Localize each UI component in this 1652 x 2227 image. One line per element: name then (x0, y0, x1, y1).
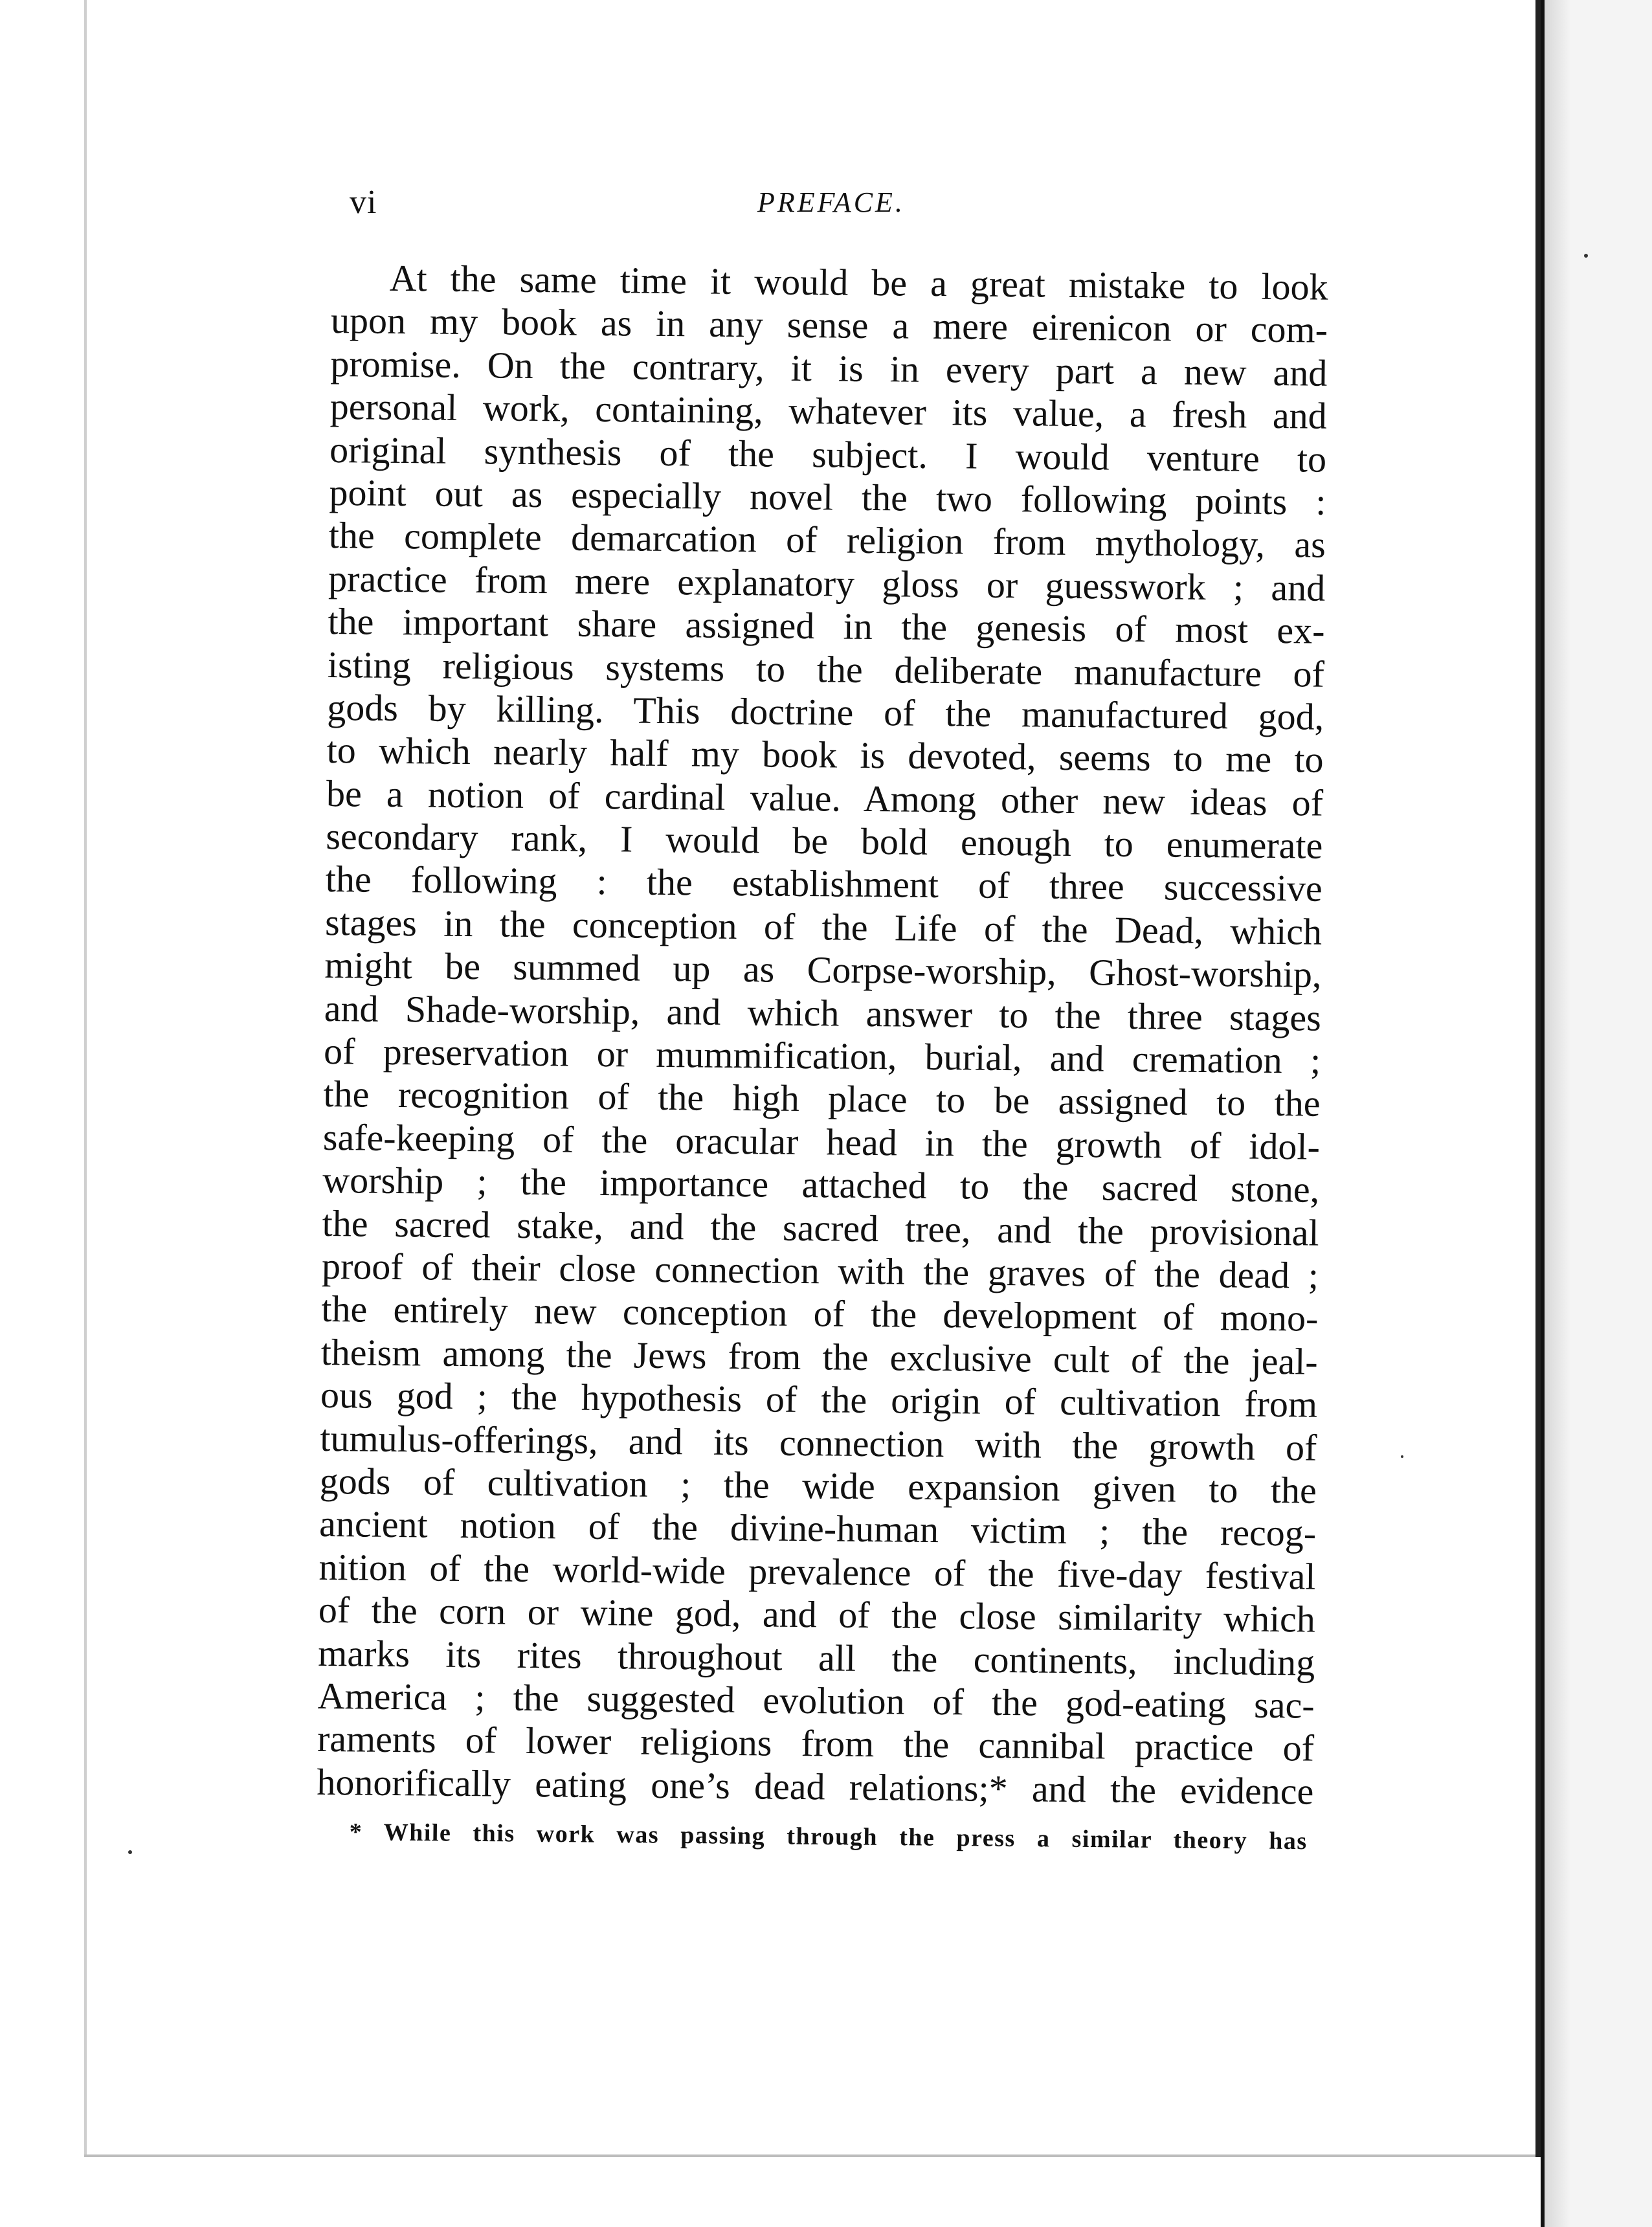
text-line: gods of cultivation ; the wide expansion given to the (319, 1459, 1317, 1512)
text-line: point out as especially novel the two following points : (329, 471, 1326, 523)
text-line: original synthesis of the subject. I would venture to (329, 428, 1327, 480)
text-line: upon my book as in any sense a mere eirenicon or com- (330, 299, 1328, 352)
text-line: nition of the world-wide prevalence of the five-day festival (318, 1545, 1316, 1598)
page-bottom-edge (84, 2154, 1541, 2157)
footnote: * While this work was passing through the press a similar theory has (349, 1818, 1308, 1855)
text-line: the complete demarcation of religion from mythology, as (328, 514, 1326, 566)
text-line: promise. On the contrary, it is in every part a new and (330, 342, 1328, 394)
text-line: the recognition of the high place to be assigned to the (323, 1073, 1321, 1125)
text-line: the entirely new conception of the development of mono- (321, 1288, 1319, 1340)
running-title: PREFACE. (757, 186, 905, 218)
text-line: ous god ; the hypothesis of the origin of cultivation from (320, 1374, 1318, 1426)
text-line: secondary rank, I would be bold enough to enumerate (326, 815, 1323, 867)
text-line: honorifically eating one’s dead relations;* and the evidence (317, 1760, 1314, 1813)
text-line: and Shade-worship, and which answer to the three stages (324, 987, 1322, 1039)
text-line: practice from mere explanatory gloss or guesswork ; and (328, 557, 1326, 609)
text-line: theism among the Jews from the exclusive cult of the jeal- (320, 1330, 1318, 1383)
text-line: might be summed up as Corpse-worship, Ghost-worship, (324, 944, 1322, 996)
text-line: isting religious systems to the deliberate manufacture of (327, 643, 1325, 695)
text-line: marks its rites throughout all the continents, including (317, 1631, 1315, 1684)
scan-speck (128, 1850, 132, 1854)
text-line: of the corn or wine god, and of the close similarity which (318, 1589, 1316, 1640)
text-line: the important share assigned in the genesis of most ex- (328, 600, 1325, 652)
text-line: ancient notion of the divine-human victim ; the recog- (318, 1503, 1317, 1555)
page-right-edge (1535, 0, 1541, 2157)
text-line: safe-keeping of the oracular head in the growth of idol- (322, 1115, 1321, 1168)
text-line: the following : the establishment of three successive (325, 858, 1323, 910)
binding-shadow (1545, 0, 1570, 2227)
text-line: stages in the conception of the Life of the Dead, which (324, 901, 1323, 953)
text-line: gods by killing. This doctrine of the manufactured god, (327, 686, 1324, 738)
body-text (317, 256, 1328, 1813)
scan-speck (1401, 1455, 1403, 1458)
text-line: worship ; the importance attached to the sacred stone, (322, 1159, 1320, 1211)
page-number: vi (350, 184, 377, 221)
text-line: of preservation or mummification, burial, and cremation ; (323, 1029, 1321, 1082)
text-line: America ; the suggested evolution of the god-eating sac- (317, 1674, 1315, 1727)
text-line: raments of lower religions from the cannibal practice of (317, 1718, 1315, 1769)
text-line: personal work, containing, whatever its value, a fresh and (329, 385, 1328, 437)
text-line: proof of their close connection with the graves of the dead ; (321, 1244, 1319, 1297)
scan-speck (1584, 254, 1588, 258)
text-line: tumulus-offerings, and its connection with the growth of (320, 1416, 1317, 1469)
page-left-edge (84, 0, 87, 2156)
running-head (350, 180, 1334, 225)
text-line: the sacred stake, and the sacred tree, and the provisional (322, 1202, 1319, 1254)
text-line: At the same time it would be a great mistake to look (389, 256, 1328, 308)
text-line: to which nearly half my book is devoted, seems to me to (326, 729, 1324, 781)
text-line: be a notion of cardinal value. Among other new ideas of (326, 772, 1324, 824)
